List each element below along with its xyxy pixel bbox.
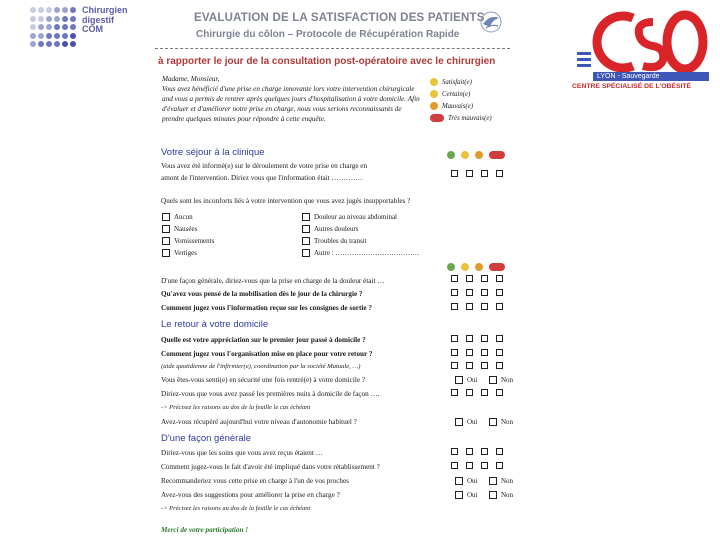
rating-checkbox[interactable] [451, 362, 458, 369]
rating-checkbox[interactable] [481, 349, 488, 356]
checkbox-square[interactable] [162, 225, 170, 233]
checkbox-oui[interactable] [455, 491, 478, 499]
intro-text [162, 74, 424, 124]
checkbox-oui[interactable] [455, 418, 478, 426]
inconfort-option[interactable] [302, 249, 419, 257]
salutation: Madame, Monsieur, [162, 75, 220, 83]
logo-dot [46, 24, 52, 30]
checkbox-label: Non [501, 491, 514, 499]
logo-dot [70, 33, 76, 39]
checkbox-square[interactable] [455, 491, 463, 499]
question-nuits: Diriez-vous que vous avez passé les premières nuits à domicile de façon …. [161, 390, 380, 398]
bird-logo-icon [478, 10, 504, 34]
checkbox-non[interactable] [489, 491, 513, 499]
page-title: EVALUATION DE LA SATISFACTION DES PATIENTS [194, 12, 485, 24]
option-label: Autre : ……………………………… [314, 249, 420, 257]
rating-face-icon [489, 263, 505, 271]
logo-dot-grid [30, 7, 76, 51]
rating-checkbox[interactable] [466, 170, 473, 177]
inconfort-option[interactable] [162, 237, 214, 245]
logo-dot [70, 24, 76, 30]
rating-checkbox[interactable] [451, 303, 458, 310]
logo-line-3: COM [82, 24, 103, 34]
rating-checkbox[interactable] [496, 289, 503, 296]
question-organisation: Comment jugez vous l'organisation mise en place pour votre retour ? [161, 350, 373, 358]
checkbox-non[interactable] [489, 418, 513, 426]
rating-legend [430, 77, 492, 125]
instruction-banner: à rapporter le jour de la consultation post-opératoire avec le chirurgien [158, 56, 496, 67]
inconfort-option[interactable] [162, 225, 197, 233]
rating-face-icon [461, 151, 469, 159]
logo-dot [30, 7, 36, 13]
legend-label: Satisfait(e) [442, 79, 472, 86]
section-sejour: Votre séjour à la clinique [161, 147, 265, 158]
question-info-line2: amont de l'intervention. Diriez vous que l'information était …………. [161, 174, 363, 182]
rating-checkbox[interactable] [466, 462, 473, 469]
rating-checkbox[interactable] [481, 170, 488, 177]
option-label: Aucun [174, 213, 193, 221]
logo-dot [70, 41, 76, 47]
logo-text [82, 6, 128, 35]
logo-dot [70, 7, 76, 13]
rating-face-icon [447, 151, 455, 159]
rating-face-icon [447, 263, 455, 271]
rating-checkbox[interactable] [481, 275, 488, 282]
option-label: Troubles du transit [314, 237, 367, 245]
logo-dot [46, 16, 52, 22]
option-label: Vomissements [174, 237, 215, 245]
logo-dot [62, 24, 68, 30]
rating-checkbox[interactable] [481, 448, 488, 455]
rating-checkbox[interactable] [481, 362, 488, 369]
question-inconforts: Quels sont les inconforts liés à votre intervention que vous avez jugés insupportables ? [161, 197, 411, 205]
rating-checkbox[interactable] [466, 335, 473, 342]
inconfort-option[interactable] [162, 249, 197, 257]
checkbox-square[interactable] [302, 237, 310, 245]
rating-face-icon [461, 263, 469, 271]
logo-dot [70, 16, 76, 22]
rating-checkbox[interactable] [481, 303, 488, 310]
section-generale: D'une façon générale [161, 433, 252, 444]
rating-checkbox[interactable] [451, 170, 458, 177]
checkbox-square[interactable] [302, 249, 310, 257]
option-label: Nausées [174, 225, 198, 233]
rating-face-icon [475, 263, 483, 271]
rating-checkbox[interactable] [481, 289, 488, 296]
header-smileys-1 [447, 146, 505, 164]
rating-checkbox[interactable] [466, 275, 473, 282]
legend-item [430, 113, 492, 125]
question-appreciation: Quelle est votre appréciation sur le premier jour passé à domicile ? [161, 336, 366, 344]
rating-face-icon [489, 151, 505, 159]
rating-checkbox[interactable] [466, 448, 473, 455]
checkbox-oui[interactable] [455, 376, 478, 384]
logo-dot [38, 33, 44, 39]
rating-checkbox[interactable] [451, 462, 458, 469]
checkbox-square[interactable] [455, 477, 463, 485]
rating-checkbox[interactable] [466, 389, 473, 396]
checkbox-non[interactable] [489, 376, 513, 384]
logo-dot [38, 41, 44, 47]
cso-logo-icon [585, 8, 713, 76]
thanks-text: Merci de votre participation ! [161, 526, 249, 534]
checkbox-square[interactable] [489, 491, 497, 499]
rating-checkbox[interactable] [451, 448, 458, 455]
rating-checkbox[interactable] [496, 362, 503, 369]
checkbox-label: Oui [467, 376, 478, 384]
logo-dot [30, 41, 36, 47]
rating-checkbox[interactable] [496, 170, 503, 177]
rating-checkbox[interactable] [481, 389, 488, 396]
logo-line-1: Chirurgien [82, 5, 128, 15]
question-consignes: Comment jugez vous l'information reçue sur les consignes de sortie ? [161, 304, 372, 312]
cso-badge: LYON - Sauvegarde [593, 72, 709, 81]
option-label: Autres douleurs [314, 225, 359, 233]
question-autonomie: Avez-vous récupéré aujourd'hui votre niveau d'autonomie habituel ? [161, 418, 357, 426]
logo-dot [54, 41, 60, 47]
rating-checkbox[interactable] [496, 462, 503, 469]
logo-dot [38, 16, 44, 22]
logo-dot [54, 33, 60, 39]
logo-dot [46, 33, 52, 39]
rating-checkbox[interactable] [496, 303, 503, 310]
option-label: Douleur au niveau abdominal [314, 213, 398, 221]
arrow-flag-icon [577, 49, 593, 69]
question-suggestions: Avez-vous des suggestions pour améliorer la prise en charge ? [161, 491, 340, 499]
intro-paragraph: Vous avez bénéficié d'une prise en charge innovante lors votre intervention chirurgicale and vous a permis de rentrer après quelques jours d'hospitalisation à votre domicile. Afin d'évaluer et d'améliorer notre prise en charge, nous vous serions reconnaissants de prendre quelques minutes pour répondre à cette enquête. [162, 85, 420, 123]
rating-checkbox[interactable] [496, 349, 503, 356]
question-soins: Diriez-vous que les soins que vous avez reçus étaient … [161, 449, 323, 457]
note-precisez-2: -> Précisez les raisons au dos de la feuille le cas échéant [161, 505, 311, 512]
checkbox-label: Oui [467, 477, 478, 485]
rating-checkbox[interactable] [451, 335, 458, 342]
question-implique: Comment jugez-vous le fait d'avoir été impliqué dans votre rétablissement ? [161, 463, 380, 471]
question-douleur: D'une façon générale, diriez-vous que la prise en charge de la douleur était … [161, 277, 385, 285]
checkbox-label: Oui [467, 418, 478, 426]
checkbox-square[interactable] [302, 225, 310, 233]
rating-checkbox[interactable] [466, 349, 473, 356]
checkbox-label: Non [501, 376, 514, 384]
rating-checkbox[interactable] [466, 289, 473, 296]
legend-label: Mauvais(e) [442, 103, 473, 110]
legend-item [430, 89, 492, 101]
inconfort-option[interactable] [162, 213, 193, 221]
rating-checkbox[interactable] [481, 335, 488, 342]
inconfort-option[interactable] [302, 213, 397, 221]
checkbox-square[interactable] [162, 249, 170, 257]
cso-name: CENTRE SPÉCIALISÉ DE L'OBÉSITÉ [572, 83, 692, 90]
checkbox-square[interactable] [489, 477, 497, 485]
rating-checkbox[interactable] [496, 335, 503, 342]
rating-checkbox[interactable] [466, 303, 473, 310]
legend-label: Très mauvais(e) [448, 115, 492, 122]
logo-dot [62, 16, 68, 22]
rating-checkbox[interactable] [496, 389, 503, 396]
logo-dot [62, 7, 68, 13]
logo-dot [30, 16, 36, 22]
checkbox-square[interactable] [489, 376, 497, 384]
checkbox-label: Non [501, 418, 514, 426]
legend-item [430, 77, 492, 89]
checkbox-square[interactable] [455, 418, 463, 426]
logo-dot [46, 41, 52, 47]
page-subtitle: Chirurgie du côlon – Protocole de Récupération Rapide [196, 29, 460, 40]
checkbox-square[interactable] [162, 213, 170, 221]
rating-face-icon [475, 151, 483, 159]
checkbox-square[interactable] [162, 237, 170, 245]
logo-dot [46, 7, 52, 13]
legend-label: Certain(e) [442, 91, 471, 98]
rating-checkbox[interactable] [451, 289, 458, 296]
logo-dot [38, 24, 44, 30]
rating-checkbox[interactable] [451, 275, 458, 282]
smiley-face-icon [430, 78, 438, 86]
rating-checkbox[interactable] [496, 448, 503, 455]
question-recommander: Recommanderiez vous cette prise en charge à l'un de vos proches [161, 477, 349, 485]
rating-checkbox[interactable] [466, 362, 473, 369]
checkbox-square[interactable] [455, 376, 463, 384]
logo-dot [30, 24, 36, 30]
inconfort-option[interactable] [302, 237, 367, 245]
note-precisez-1: -> Précisez les raisons au dos de la feuille le cas échéant [161, 404, 311, 411]
checkbox-label: Oui [467, 491, 478, 499]
logo-dot [30, 33, 36, 39]
logo-dot [62, 41, 68, 47]
logo-dot [38, 7, 44, 13]
logo-dot [62, 33, 68, 39]
rating-checkbox[interactable] [496, 275, 503, 282]
option-label: Vertiges [174, 249, 197, 257]
rating-checkbox[interactable] [451, 389, 458, 396]
checkbox-oui[interactable] [455, 477, 478, 485]
smiley-face-icon [430, 90, 438, 98]
inconfort-option[interactable] [302, 225, 359, 233]
checkbox-non[interactable] [489, 477, 513, 485]
rating-checkbox[interactable] [451, 349, 458, 356]
checkbox-square[interactable] [489, 418, 497, 426]
logo-line-2: digestif [82, 14, 115, 25]
logo-dot [54, 7, 60, 13]
divider [155, 48, 510, 49]
section-retour: Le retour à votre domicile [161, 319, 269, 330]
sad-face-icon [430, 102, 438, 110]
question-info-line1: Vous avez été informé(e) sur le déroulement de votre prise en charge en [161, 162, 368, 170]
question-aide: (aide quotidienne de l'infirmier(e), coordination par la société Mutuale, …) [161, 363, 361, 370]
logo-dot [54, 16, 60, 22]
checkbox-square[interactable] [302, 213, 310, 221]
header-smileys-2 [447, 258, 505, 276]
question-securite: Vous êtes-vous senti(e) en sécurité une fois rentré(e) à votre domicile ? [161, 376, 366, 384]
rating-checkbox[interactable] [481, 462, 488, 469]
question-mobilisation: Qu'avez vous pensé de la mobilisation dès le jour de la chirurgie ? [161, 290, 363, 298]
checkbox-label: Non [501, 477, 514, 485]
very-sad-face-icon [430, 114, 444, 122]
logo-dot [54, 24, 60, 30]
legend-item [430, 101, 492, 113]
